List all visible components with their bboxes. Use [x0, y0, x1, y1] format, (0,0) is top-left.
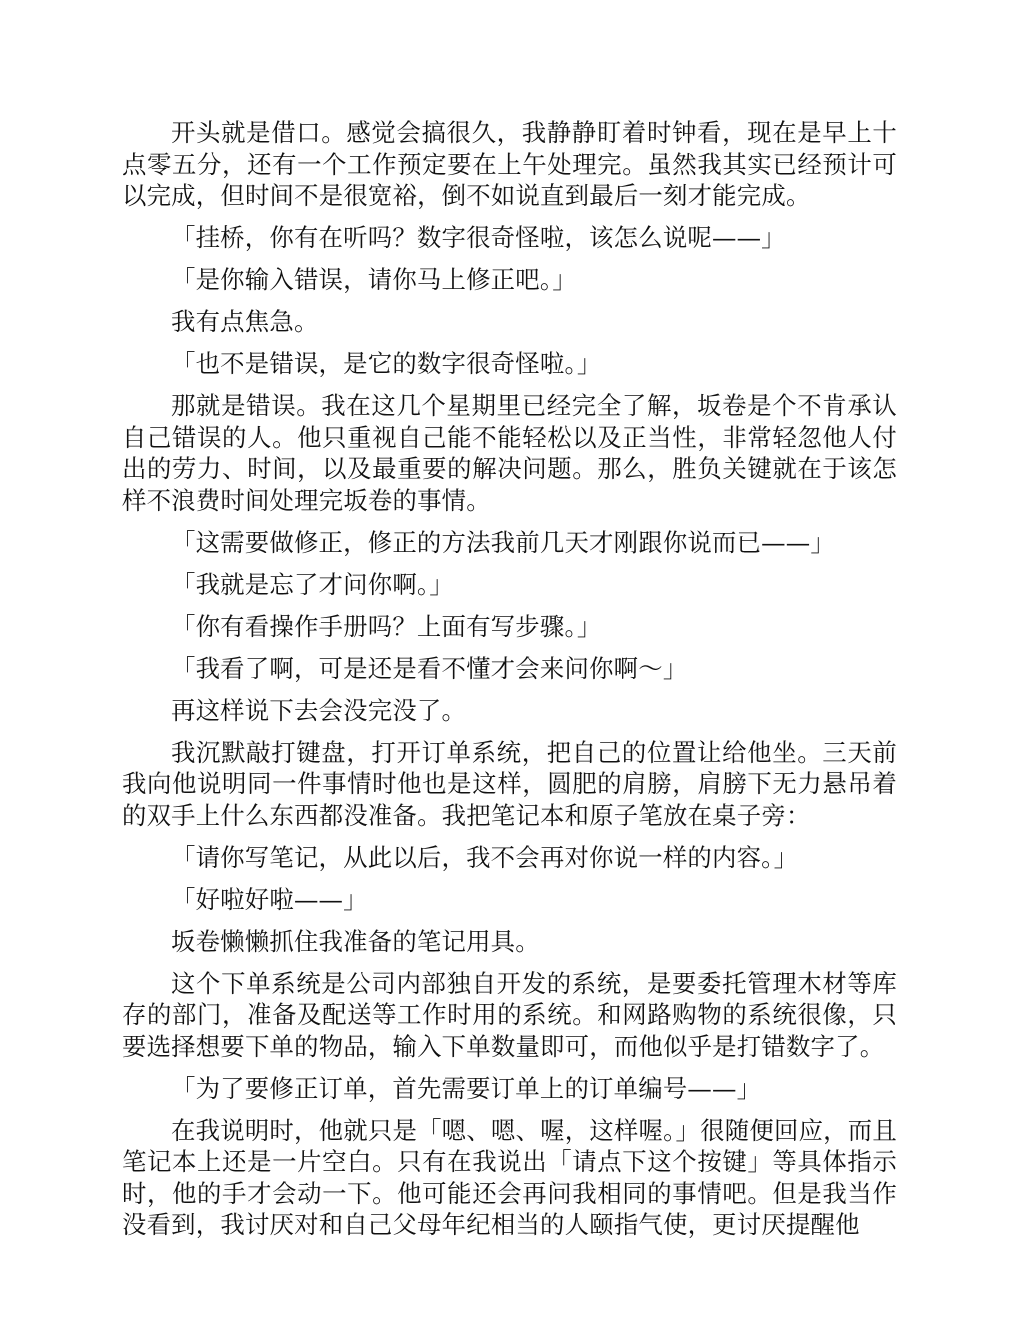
- paragraph: 我有点焦急。: [171, 307, 319, 336]
- dialogue-line: 「我就是忘了才问你啊。」: [171, 569, 454, 599]
- paragraph: 开头就是借口。感觉会搞很久，我静静盯着时钟看，现在是早上十点零五分，还有一个工作预定要在上午处理完。虽然我其实已经预计可以完成，但时间不是很宽裕，倒不如说直到最后一刻才能完成。: [122, 118, 897, 210]
- dialogue-line: 「我看了啊，可是还是看不懂才会来问你啊～」: [171, 653, 688, 683]
- dialogue-line: 「好啦好啦——」: [171, 884, 368, 914]
- paragraph: 我沉默敲打键盘，打开订单系统，把自己的位置让给他坐。三天前我向他说明同一件事情时他也是这样，圆肥的肩膀，肩膀下无力悬吊着的双手上什么东西都没准备。我把笔记本和原子笔放在桌子旁：: [122, 737, 897, 830]
- paragraph: 在我说明时，他就只是「嗯、嗯、喔，这样喔。」很随便回应，而且笔记本上还是一片空白。只有在我说出「请点下这个按键」等具体指示时，他的手才会动一下。他可能还会再问我相同的事情吧。但是我当作没看到，我讨厌对和自己父母年纪相当的人颐指气使，更讨厌提醒他: [122, 1115, 897, 1239]
- page-text: [122, 117, 897, 1241]
- dialogue-line: 「请你写笔记，从此以后，我不会再对你说一样的内容。」: [171, 842, 799, 872]
- paragraph: 这个下单系统是公司内部独自开发的系统，是要委托管理木材等库存的部门，准备及配送等工作时用的系统。和网路购物的系统很像，只要选择想要下单的物品，输入下单数量即可，而他似乎是打错数字了。: [122, 968, 897, 1061]
- dialogue-line: 「你有看操作手册吗？上面有写步骤。」: [171, 611, 602, 641]
- dialogue-line: 「挂桥，你有在听吗？数字很奇怪啦，该怎么说呢——」: [171, 223, 786, 252]
- paragraph: 坂卷懒懒抓住我准备的笔记用具。: [171, 926, 540, 956]
- dialogue-line: 「也不是错误，是它的数字很奇怪啦。」: [171, 349, 602, 378]
- paragraph: 那就是错误。我在这几个星期里已经完全了解，坂卷是个不肯承认自己错误的人。他只重视自己能不能轻松以及正当性，非常轻忽他人付出的劳力、时间，以及最重要的解决问题。那么，胜负关键就在于该怎样不浪费时间处理完坂卷的事情。: [122, 391, 897, 515]
- dialogue-line: 「这需要做修正，修正的方法我前几天才刚跟你说而已——」: [171, 527, 835, 557]
- dialogue-line: 「为了要修正订单，首先需要订单上的订单编号——」: [171, 1073, 762, 1103]
- dialogue-line: 「是你输入错误，请你马上修正吧。」: [171, 265, 577, 294]
- paragraph: 再这样说下去会没完没了。: [171, 695, 467, 725]
